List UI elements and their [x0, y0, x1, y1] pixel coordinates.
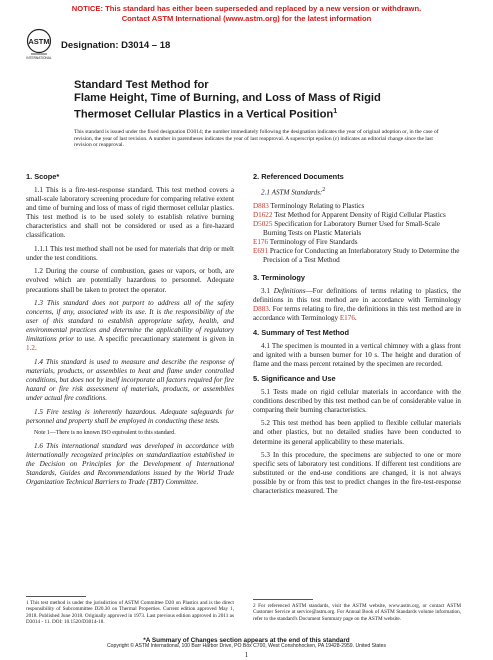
para-3-1-num: 3.1	[261, 287, 274, 296]
astm-standards-heading	[253, 186, 461, 197]
section-3-heading: 3. Terminology	[253, 273, 306, 283]
para-1-3-italic: 1.3 This standard does not purport to address all of the safety concerns, if any, associated with its use. It is the responsibility of the user of this standard to establish appropriate safety, health, and environmental practices and determine the applicability of regulatory limitations prior to use.	[26, 299, 234, 344]
para-1-1-1: 1.1.1 This test method shall not be used for materials that drip or melt under the test conditions.	[26, 244, 234, 262]
ref-link-e691[interactable]: E691	[253, 247, 269, 256]
title-line-1: Standard Test Method for	[74, 79, 209, 91]
ref-link-d1622[interactable]: D1622	[253, 211, 273, 220]
svg-text:ASTM: ASTM	[28, 37, 50, 46]
issuance-note: This standard is issued under the fixed designation D3014; the number immediately following the designation indicates the year of original adoption or, in the case of revision, the year of last revision. A number in parentheses indicates the year of last reapproval. A superscript epsilon (ε) indicates an editorial change since the last revision or reapproval.	[74, 129, 439, 149]
definitions-label: Definitions	[273, 287, 306, 296]
para-5-1: 5.1 Tests made on rigid cellular materials in accordance with the conditions described by this test method can be of considerable value in comparing their burning characteristics.	[253, 387, 461, 414]
ref-title: Terminology of Fire Standards	[268, 238, 358, 247]
section-5-heading: 5. Significance and Use	[253, 373, 336, 383]
ref-title: Practice for Conducting an Interlaboratory Study to Determine the Precision of a Test Method	[263, 247, 460, 265]
ref-title: Terminology Relating to Plastics	[268, 201, 365, 210]
ref-title: Specification for Laboratory Burner Used for Small-Scale Burning Tests on Plastic Materials	[263, 220, 441, 238]
ref-item-d1622	[253, 211, 461, 220]
ref-link-e176[interactable]: E176	[253, 238, 269, 247]
title-footnote-mark: 1	[333, 108, 338, 116]
para-1-1: 1.1 This is a fire-test-response standard. This test method covers a small-scale laboratory screening procedure for comparing relative extent and time of burning and loss of mass of rigid thermoset cellular plastics. This test method is to be used solely to establish relative burning characteristics and shall not be considered or used as a fire-hazard classification.	[26, 186, 234, 240]
title-line-3	[74, 105, 454, 122]
para-3-1-text-a: —For definitions of terms relating to plastics, the definitions in this test method are in accordance with Terminology	[253, 287, 462, 305]
para-3-1-text-b: . For terms relating to fire, the definitions in this test method are in accordance with Terminology	[253, 305, 461, 323]
notice-line-1: NOTICE: This standard has either been superseded and replaced by a new version or withdrawn.	[71, 4, 422, 13]
ref-link-d5025[interactable]: D5025	[253, 220, 273, 229]
para-3-1-end: .	[354, 314, 357, 323]
para-1-5: 1.5 Fire testing is inherently hazardous. Adequate safeguards for personnel and property shall be employed in conducting these tests.	[26, 407, 234, 425]
left-column	[26, 172, 234, 491]
section-2-heading: 2. Referenced Documents	[253, 172, 344, 181]
summary-of-changes-note: *A Summary of Changes section appears at the end of this standard	[143, 637, 350, 644]
astm-logo	[26, 28, 52, 64]
para-1-3-tail: A specific precautionary statement is given in	[96, 335, 234, 344]
ref-item-d883	[253, 202, 461, 211]
link-e176[interactable]: E176	[339, 314, 355, 323]
copyright-line: Copyright © ASTM International, 100 Barr Harbor Drive, PO Box C700, West Conshohocken, PA 19428-2959. United States	[106, 643, 387, 649]
para-1-2: 1.2 During the course of combustion, gases or vapors, or both, are evolved which are potentially hazardous to personnel. Adequate precautions shall be taken to protect the operator.	[26, 267, 234, 294]
svg-text:INTERNATIONAL: INTERNATIONAL	[26, 56, 52, 60]
link-1-2[interactable]: 1.2	[26, 344, 35, 353]
para-4-1: 4.1 The specimen is mounted in a vertical chimney with a glass front and ignited with a bunsen burner for 10 s. The height and duration of flame and the mass percent retained by the specimen are recorded.	[253, 342, 461, 369]
footnote-2: 2 For referenced ASTM standards, visit the ASTM website, www.astm.org, or contact ASTM Customer Service at service@astm.org. For Annual Book of ASTM Standards volume information, refer to the standard's Document Summary page on the ASTM website.	[253, 603, 461, 622]
footnote-2-mark: 2	[322, 187, 326, 194]
section-4-heading: 4. Summary of Test Method	[253, 328, 349, 338]
para-1-6: 1.6 This international standard was developed in accordance with internationally recognized principles on standardization established in the Decision on Principles for the Development of International Standards, Guides and Recommendations issued by the World Trade Organization Technical Barriers to Trade (TBT) Committee.	[26, 441, 234, 486]
notice-banner	[0, 4, 493, 23]
ref-title: Test Method for Apparent Density of Rigid Cellular Plastics	[272, 211, 446, 220]
para-5-3: 5.3 In this procedure, the specimens are subjected to one or more specific sets of laboratory test conditions. If different test conditions are substituted or the end-use conditions are changed, it is not always possible by or from this test to predict changes in the fire-test-response characteristics measured. The	[253, 451, 461, 496]
reference-list	[253, 202, 461, 265]
astm-standards-label: 2.1 ASTM Standards:	[261, 188, 323, 197]
para-1-3: 1.3 This standard does not purport to address all of the safety concerns, if any, associated with its use. It is the responsibility of the user of this standard to establish appropriate safety, health, and environmental practices and determine the applicability of regulatory limitations prior to use. A specific precautionary statement is given in 1.2.	[26, 299, 234, 353]
ref-item-d5025	[253, 220, 461, 238]
ref-item-e176	[253, 238, 461, 247]
para-1-4: 1.4 This standard is used to measure and describe the response of materials, products, or assemblies to heat and flame under controlled conditions, but does not by itself incorporate all factors required for fire hazard or fire risk assessment of materials, products, or assemblies under actual fire conditions.	[26, 357, 234, 403]
page-title	[74, 79, 454, 122]
para-3-1	[253, 287, 461, 323]
title-line-2: Flame Height, Time of Burning, and Loss of Mass of Rigid	[74, 92, 381, 105]
page-number: 1	[244, 651, 249, 659]
footnote-rule-left	[26, 596, 86, 597]
footnote-rule-right	[253, 599, 313, 600]
note-1: Note 1—There is no known ISO equivalent to this standard.	[34, 430, 176, 437]
right-column	[253, 172, 461, 501]
para-5-2: 5.2 This test method has been applied to flexible cellular materials and other plastics, but no detailed studies have been conducted to determine its general applicability to these materials.	[253, 419, 461, 446]
footnote-1: 1 This test method is under the jurisdiction of ASTM Committee D20 on Plastics and is the direct responsibility of Subcommittee D20.30 on Thermal Properties. Current edition approved May 1, 2018. Published June 2018. Originally approved in 1973. Last previous edition approved in 2011 as D3014 - 11. DOI: 10.1520/D3014-18.	[26, 600, 234, 625]
ref-item-e691	[253, 247, 461, 265]
section-1-heading: 1. Scope*	[26, 172, 60, 181]
ref-link-d883[interactable]: D883	[253, 201, 269, 210]
notice-line-2: Contact ASTM International (www.astm.org) for the latest information	[121, 13, 372, 23]
designation: Designation: D3014 – 18	[61, 40, 171, 51]
title-line-3-text: Thermoset Cellular Plastics in a Vertical Position	[74, 109, 334, 122]
link-d883[interactable]: D883	[253, 305, 269, 314]
